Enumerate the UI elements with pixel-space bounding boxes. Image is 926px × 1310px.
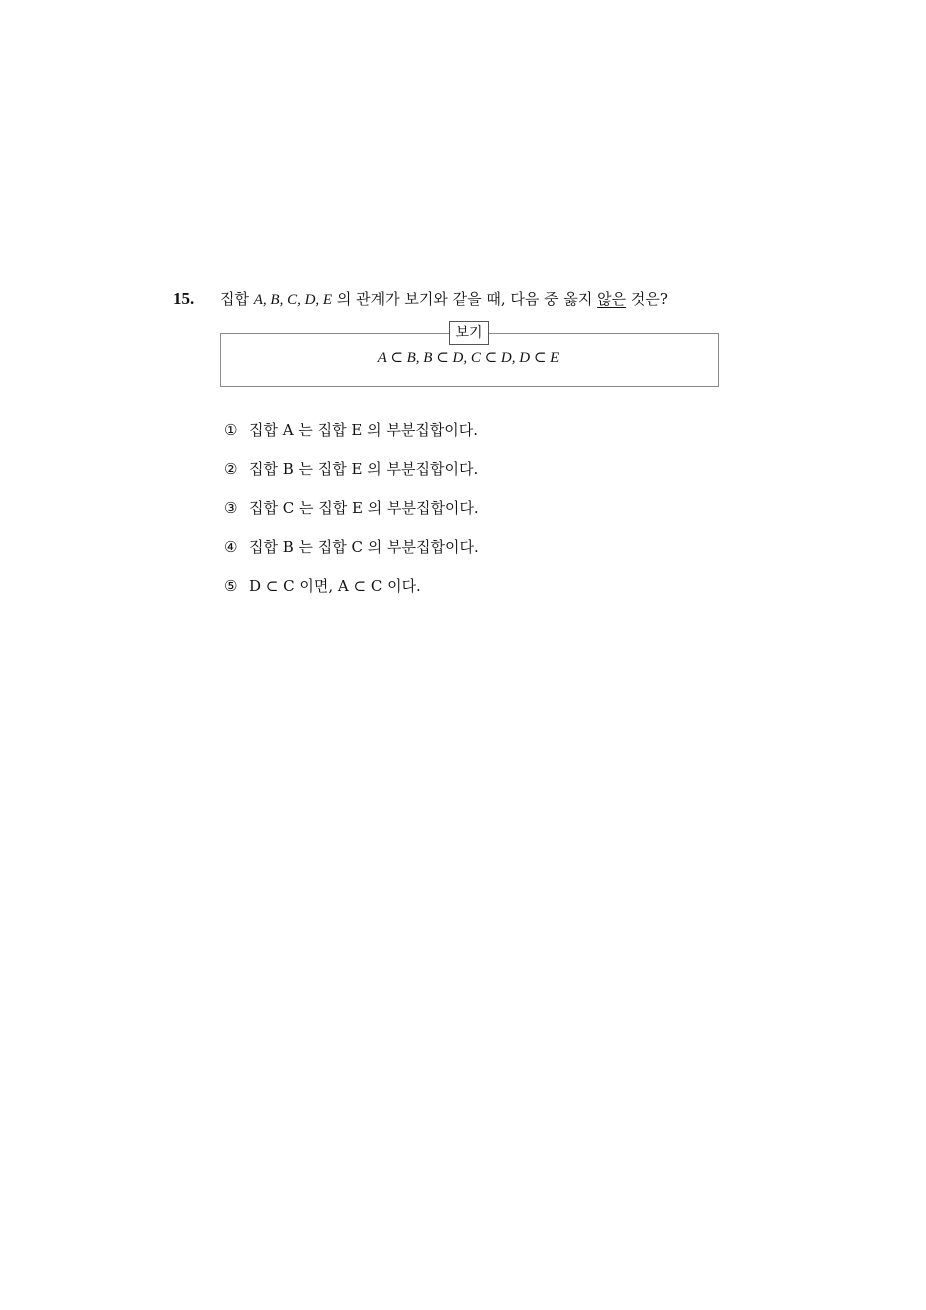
choice-1-text: 집합 A 는 집합 E 의 부분집합이다. — [249, 421, 479, 439]
choice-2-mark: ② — [224, 460, 238, 478]
choice-3-mark: ③ — [224, 499, 238, 517]
question-stem — [220, 286, 668, 313]
choice-2[interactable] — [224, 457, 704, 496]
choice-5-mark: ⑤ — [224, 577, 238, 595]
choice-4-text: 집합 B 는 집합 C 의 부분집합이다. — [249, 538, 479, 556]
question-number: 15. — [173, 289, 195, 308]
choice-4[interactable] — [224, 535, 704, 574]
stem-pre: 집합 — [220, 290, 254, 308]
choice-4-mark: ④ — [224, 538, 238, 556]
question-header — [173, 286, 733, 312]
choice-5[interactable] — [224, 574, 704, 613]
example-box-content: A ⊂ B, B ⊂ D, C ⊂ D, D ⊂ E — [377, 350, 560, 366]
stem-sets: A, B, C, D, E — [253, 292, 333, 308]
stem-post: 것은? — [626, 290, 668, 308]
choice-1-mark: ① — [224, 421, 238, 439]
stem-underlined: 않은 — [597, 290, 627, 308]
choice-2-text: 집합 B 는 집합 E 의 부분집합이다. — [249, 460, 479, 478]
question-block — [173, 286, 733, 595]
choice-3-text: 집합 C 는 집합 E 의 부분집합이다. — [249, 499, 479, 517]
choice-1[interactable] — [224, 418, 704, 457]
choice-3[interactable] — [224, 496, 704, 535]
example-box-label: 보기 — [449, 321, 489, 345]
choice-list — [224, 418, 704, 613]
choice-5-text: D ⊂ C 이면, A ⊂ C 이다. — [249, 577, 421, 595]
stem-mid: 의 관계가 보기와 같을 때, 다음 중 옳지 — [332, 290, 598, 308]
example-box — [220, 325, 719, 387]
